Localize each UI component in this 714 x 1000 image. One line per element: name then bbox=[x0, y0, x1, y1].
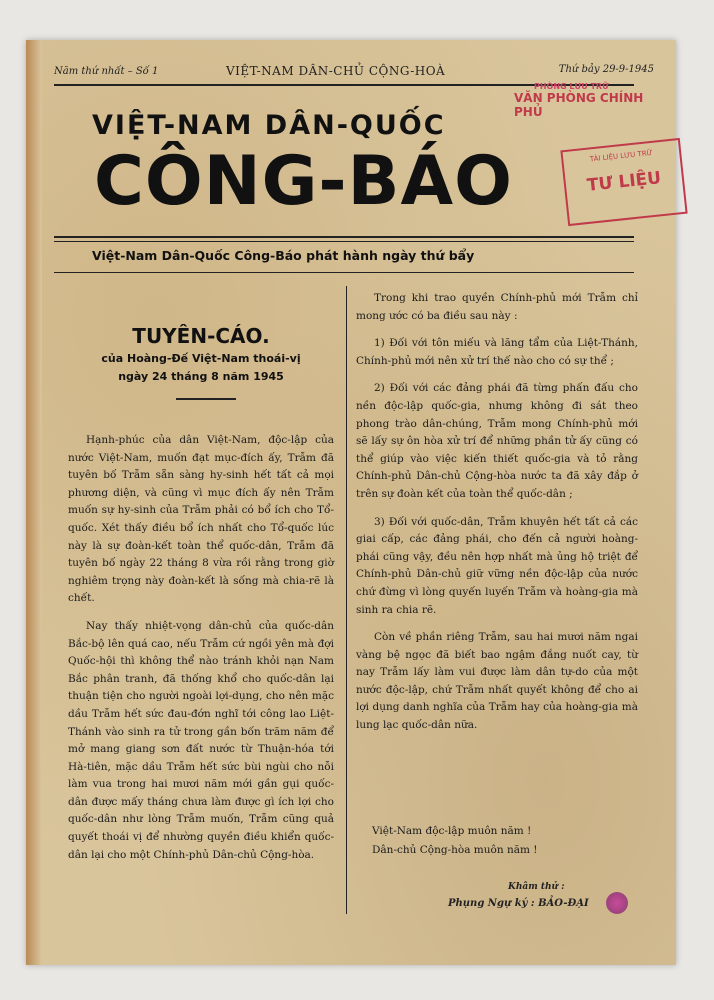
masthead-bar bbox=[54, 60, 654, 82]
article-heading: TUYÊN-CÁO. bbox=[132, 324, 270, 348]
title-rule-top bbox=[54, 236, 634, 238]
title-rule-bottom bbox=[54, 241, 634, 242]
article-subheading: của Hoàng-Đế Việt-Nam thoái-vị ngày 24 tháng 8 năm 1945 bbox=[101, 352, 301, 383]
column-divider bbox=[346, 286, 347, 914]
slogans bbox=[372, 822, 537, 860]
newspaper-page bbox=[26, 40, 676, 965]
republic-name: VIỆT-NAM DÂN-CHỦ CỘNG-HOÀ bbox=[226, 64, 446, 78]
issue-date: Thứ bảy 29-9-1945 bbox=[558, 64, 654, 75]
paragraph: 2) Đối với các đảng phái đã từng phấn đấu cho nền độc-lập quốc-gia, nhưng không đi sát theo phong trào dân-chúng, Trẫm mong Chính-phủ mới sẽ lấy sự ôn hòa xử trí để những phần tử ấy cũng có thể giúp vào việc kiến thiết quốc-gia và tỏ rằng Chính-phủ Dân-chủ Cộng-hòa nước ta đã xây đắp ở trên sự đoàn kết của toàn thể quốc-dân ; bbox=[356, 382, 638, 500]
subtitle-rule bbox=[54, 272, 634, 273]
paragraph: Hạnh-phúc của dân Việt-Nam, độc-lập của nước Việt-Nam, muốn đạt mục-đích ấy, Trẫm đã tuyên bố Trẫm sẵn sàng hy-sinh hết tất cả mọi phương diện, và cũng vì mục đích ấy nên Trẫm muốn sự hy-sinh của Trẫm phải có bổ ích cho Tổ-quốc. Xét thấy điều bổ ích nhất cho Tổ-quốc lúc này là sự đoàn-kết toàn thể quốc-dân, Trẫm đã tuyên bố ngày 22 tháng 8 vừa rồi rằng trong giờ nghiêm trọng này đoàn-kết là sống mà chia-rẽ là chết. bbox=[68, 434, 334, 605]
signature: Phụng Ngự ký : BẢO-ĐẠI bbox=[448, 898, 589, 909]
paragraph: Còn về phần riêng Trẫm, sau hai mươi năm ngai vàng bệ ngọc đã biết bao ngậm đắng nuốt cay, từ nay Trẫm lấy làm vui được làm dân tự-do của một nước độc-lập, chứ Trẫm nhất quyết không để cho ai lợi dụng danh nghĩa của Trẫm hay của hoàng-gia mà lung lạc quốc-dân nữa. bbox=[356, 631, 638, 732]
royal-seal-icon bbox=[606, 892, 628, 914]
right-column bbox=[356, 290, 638, 745]
publication-subtitle: Việt-Nam Dân-Quốc Công-Báo phát hành ngày thứ bẩy bbox=[92, 248, 475, 263]
office-stamp: PHÒNG LƯU TRỮ VĂN PHÒNG CHÍNH PHỦ bbox=[514, 82, 644, 119]
archive-stamp: TÀI LIỆU LƯU TRỮ TƯ LIỆU bbox=[560, 138, 687, 226]
torn-edge bbox=[26, 40, 42, 965]
slogan-republic: Dân-chủ Cộng-hòa muôn năm ! bbox=[372, 844, 538, 856]
heading-divider bbox=[176, 398, 236, 400]
issue-number: Năm thứ nhất – Số 1 bbox=[54, 66, 159, 77]
left-column bbox=[68, 432, 334, 874]
title-line-2: CÔNG-BÁO bbox=[94, 142, 513, 221]
slogan-independence: Việt-Nam độc-lập muôn năm ! bbox=[372, 825, 532, 837]
paragraph: 3) Đối với quốc-dân, Trẫm khuyên hết tất cả các giai cấp, các đảng phái, cho đến cả người hoàng-phái cũng vậy, đều nên hợp nhất mà ủng hộ triệt để Chính-phủ Dân-chủ giữ vững nền độc-lập của nước chứ đừng vì lòng quyến luyến Trẫm và hoàng-gia mà sinh ra chia rẽ. bbox=[356, 515, 638, 616]
paragraph: Nay thấy nhiệt-vọng dân-chủ của quốc-dân Bắc-bộ lên quá cao, nếu Trẫm cứ ngồi yên mà đợi Quốc-hội thì không thể nào tránh khỏi nạn Nam Bắc phân tranh, đã thống khổ cho quốc-dân lại thuận tiện cho người ngoài lợi-dụng, cho nên mặc dầu Trẫm hết sức đau-đớn nghĩ tới công lao Liệt-Thánh vào sinh ra tử trong gần bốn trăm năm để mở mang giang sơn đất nước từ Thuận-hóa tới Hà-tiên, mặc dầu Trẫm hết sức bùi ngùi cho nỗi làm vua trong hai mươi năm mới gần gụi quốc-dân được mấy tháng chưa làm được gì ích lợi cho quốc-dân như lòng Trẫm muốn, Trẫm cũng quả quyết thoái vị để nhường quyền điều khiển quốc-dân lại cho một Chính-phủ Dân-chủ Cộng-hòa. bbox=[68, 619, 334, 861]
title-line-1: VIỆT-NAM DÂN-QUỐC bbox=[92, 110, 446, 141]
signature-prefix: Khâm thử : bbox=[508, 882, 565, 892]
paragraph: 1) Đối với tôn miếu và lăng tẩm của Liệt-Thánh, Chính-phủ mới nên xử trí thế nào cho có sự thể ; bbox=[356, 337, 638, 367]
paragraph: Trong khi trao quyền Chính-phủ mới Trẫm chỉ mong ước có ba điều sau này : bbox=[356, 292, 638, 322]
